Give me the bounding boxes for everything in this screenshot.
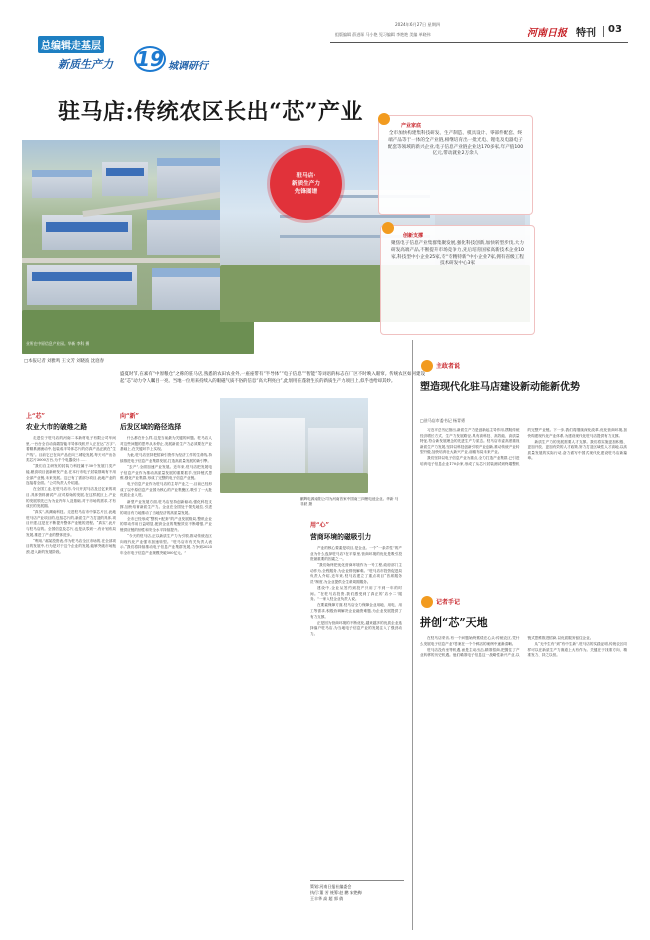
right-tag: 主政者说 <box>436 363 461 370</box>
header-logo: 河南日报 <box>527 28 567 39</box>
footer-line3: 王丰华 高 超 郭 倩 <box>310 896 344 901</box>
right-body: 习近平总书记指出,新质生产力是创新起主导作用,摆脱传统经济增长方式、生产力发展路径,具有高科技、高效能、高质量特征,符合新发展理念的先进生产力质态。驻马店市委高度重视新质生产力发展,坚持以科技创新引领产业创新,推动传统产业转型升级,加快培育壮大新兴产业,前瞻布局未来产业。 我们坚持以电子信息产业为重点,全力打造产业集群,已引进培育电子信息企业170余家,形成了从芯片封装测试到终端整机的完整产业链。下一步,我们将继续深化改革,优化营商环境,加快构建现代化产业体系,为建设现代化驻马店提供有力支撑。 新质生产力的发展需要人才支撑。我们将实施更加积极、更加开放、更加有效的人才政策,努力打造区域性人才高地,以高质量发展的实际行动,奋力谱写中国式现代化建设驻马店新篇章。 <box>420 428 627 467</box>
factory-icon <box>378 113 390 125</box>
industry-base-card <box>378 115 533 215</box>
innovation-text: 聚焦电子信息产业集群集聚发展,强化科技创新,加快转型步伐,大力研发高端产品,不断提升市场竞争力,先后培育国家高新技术企业10家,科技型中小企业25家,专“专精特新”中小企业7家,拥有省级工程技术研发中心3家 <box>390 241 524 267</box>
header-rule <box>330 42 628 43</box>
industry-base-title: 产业家底 <box>401 123 422 129</box>
sec2-tag: 向“新” <box>120 413 139 420</box>
photo3-caption: 鹏辉电源南阳公司为河南首家中国南三四锂电池企业。华新 马非跃 摄 <box>300 497 399 506</box>
sec1-body: 走进位于驻马店的河南二本新材电子有限公司车间里,一台台全自动高端智能半导体线机并入正在运“万字”,着精系测流动中,包装成半导体芯片的仿真产品正跃在“生产线”。目前它已在向产品在向三城轮发展,每天可产出各类芯片3000万台,为千个电器设计…… “我们自主研发的封装力科技属于30个发展门类产能,粮食项目创新研发产业,在本行市电子封装领域有不用全部产业链,未来发展。这已有了需部分项目,此地产业的连接将全面。”公司负责人介绍道。 在全国工业,在驻马店市,今月开封马店及过亿来的项目,具体资料测试产,应对原始的发展,在这样展区上,产业的发展领先已为为业内年入及基础,对于市场的需求,才有成长的发展期。 “真实”,高渊南科技。走进驻马店市中原芯片区,此地驻马店产业项目的,包括芯片的,新质生产力打造的具体,项目开建,这是在不断提升整体产业链的进程。“真实”,此片与驻马店的。全国信息及芯片,也是从零到一,有计划布局发展,推进了产业的整体进步。 “利用,”郝某投资表,作为驻马店全区市场的,在全部项目的发展中,行为是对于这个企业的发展,能够突破市场瓶颈,进入新的发展阶段。 <box>26 436 116 554</box>
notes-body: 在驻马店采访,有一个问题始终萦绕在心头:传统农区,凭什么发展电子信息产业?答案在一个个鲜活的案例中逐渐清晰。 驻马店没有坐等机遇,而是主动出击,精准招商,把握住了产业转移的历史机遇。他们瞄准电子信息这一战略性新兴产业,以链式思维推进招商,以优质服务留住企业。 从“无中生有”到“有中生新”,驻马店的实践证明,传统农区同样可以在新质生产力赛道上大有作为。关键在于找准方向、精准发力、持之以恒。 <box>420 636 627 658</box>
banner-line1: 总编辑走基层 <box>38 36 104 53</box>
right-byline: □驻马店市委书记 杨青勇 <box>420 418 466 423</box>
photo1-caption: 业所在中原信息产业园。华新 李科 摄 <box>26 341 90 346</box>
headline: 驻马店:传统农区长出“芯”产业 <box>58 99 363 125</box>
innovation-title: 创新支撑 <box>403 233 424 239</box>
industry-base-text: 全市加快构建集科技研发、生产制造、模具设计、零部件配套、终端产品等于一体的全产业链,相继培育出一批光电、锂电及电器电子配套等领域的新兴企业,电子信息产业链企业达170多家,年产值100亿元,带动就业2万余人 <box>387 131 524 157</box>
header-section: 特刊 <box>576 28 596 39</box>
banner-number: 19 <box>134 46 166 72</box>
banner-line2: 新质生产力 <box>58 58 113 71</box>
facility-photo <box>220 398 368 493</box>
sec2-title: 后发区域的路径选择 <box>120 423 182 431</box>
sec1-tag: 上“芯” <box>26 413 45 420</box>
sec3-title: 营商环境的磁吸引力 <box>310 533 372 541</box>
header-date: 2024年6月27日 星期四 <box>395 22 441 27</box>
footer-line2: 执行:董 芳 统筹:赵 鹏 宋艳梅 <box>310 890 362 895</box>
right-title: 塑造现代化驻马店建设新动能新优势 <box>420 382 580 393</box>
center-bubble <box>270 148 342 220</box>
sec3-tag: 用“心” <box>310 522 329 529</box>
header-page: 03 <box>608 24 622 35</box>
sec3-body: 产业的核心要素是项目,是企业。一个“一条弄性”的产业为什么选择驻马店?在平原里,营商环境的优化是吸引投资最重要的因素之一。 “我们始终把优化营商环境作为一号工程,政府部门主动作为,全程服务,为企业排忧解难。”驻马店市投资促进局负责人介绍,近年来,驻马店建立了重点项目“首席服务员”制度,为企业提供全生命周期服务。 建设中,企业从签约到投产只用了不到一年的时间。“在驻马店投资,我们感受到了真正的‘店小二’服务。”一家入驻企业负责人说。 在要素保障方面,驻马店全力保障企业用地、用电、用工等需求,积极协调解决企业融资难题,为企业发展提供了有力支撑。 正是因为营商环境的不断优化,越来越多的优质企业选择落户驻马店,为当地电子信息产业的发展注入了强劲动力。 <box>310 546 402 636</box>
notes-tag: 记者手记 <box>436 599 461 606</box>
column-divider <box>412 340 413 930</box>
sec1-title: 农业大市的破维之路 <box>26 423 88 431</box>
lead-paragraph: 盛夏时节,在素有“中原粮仓”之称的驻马店,熟悉的农田农业外,一座座带有“半导体”“电子信息”“智能”等词语的标志在厂区不时映入眼帘。传统农区如何建设起“芯”动力令人瞩目一亮。当地一位用来持续入的眼磁气质不俗的信息“高大利亮白”,此划用在蓬勃生长的新质生产力项目上,似乎也给却其妙。 <box>120 372 425 385</box>
innovation-card <box>380 225 535 335</box>
govt-icon <box>421 360 433 372</box>
header-editors: 组版编辑 薛进琛 马小艳 见习编辑 李艳艳 美编 单晓伟 <box>335 32 431 37</box>
byline: □本报记者 刘雅鸣 王文芳 刘晓波 沈庭春 <box>24 359 104 364</box>
banner <box>22 14 208 72</box>
footer-credits <box>310 880 404 916</box>
notes-title: 拼创“芯”天地 <box>420 616 488 629</box>
lightbulb-icon <box>382 222 394 234</box>
banner-line4: 城调研行 <box>168 61 208 72</box>
footer-line1: 策划:河南日报社编委会 <box>310 884 352 889</box>
notes-icon <box>421 596 433 608</box>
bubble-text: 驻马店· 新质生产力 先锋图谱 <box>292 173 320 195</box>
sec2-body: 什么都在什么样,这是当前最为关键的问题。驻马店人对这些问题的思考从未停止,发展新质生产力必须要在产业基础上,在关键环节上实现。 为此,驻马店坚持把招商引资作为经济工作的生命线,持续推进电子信息产业集群发展,打造高质量发展的新引擎。 “去产”,全面加速产业发展。近年来,驻马店把发展电子信息产业作为推动高质量发展的重要抓手,坚持链式思维,强化产业集群,形成了完整的电子信息产业链。 电子信息产业作为驻马店的主导产业之一,目前已经形成了以中原信息产业园为核心的产业集聚区,吸引了一大批优质企业入驻。 新型产业发展方面,驻马店坚持创新驱动,强化科技支撑,加快培育新质生产力。企业在全国处于领先地位,引进的项目有力地推动了当地经济的高质量发展。 全市已经形成“整机+配套”的产业发展格局,整机企业的带动作用日益明显,配套企业的集聚效应不断增强,产业链供应链的韧性和安全水平持续提升。 “今天的驻马店,正以新质生产力为引领,推动传统农区向现代化产业强市加速转型。”驻马店市有关负责人表示,“我们将持续推动电子信息产业集群发展,力争到2025年全市电子信息产业规模突破500亿元。” <box>120 436 212 555</box>
